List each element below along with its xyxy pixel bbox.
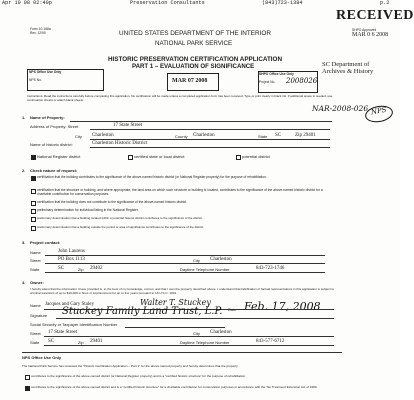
contact-city: Charleston [210,257,232,262]
certified-district-label: certified state or local district [134,154,185,159]
national-register-checkbox[interactable] [31,155,36,160]
received-stamp-org-1: SC Department of [322,61,370,68]
nps-use-divider [22,352,342,353]
contact-zip-label: Zip [78,267,84,272]
contact-name: John Laurens [58,249,85,254]
section-3-number: 3. [22,240,26,245]
form-subtitle: PART 1 – EVALUATION OF SIGNIFICANCE [132,63,255,70]
property-city-label: City [75,134,82,139]
owner-signature-partial: Walter T. Stuckey [140,298,211,307]
owner-date: Feb. 17, 2008 [244,300,321,313]
owner-street-label: Street [30,331,41,336]
section-1-heading: Name of Property: [30,115,65,120]
service-line: NATIONAL PARK SERVICE [155,40,233,47]
sho-project-label: Project No. [259,80,276,84]
section-3-heading: Project contact: [30,240,61,245]
request-option-1-checkbox[interactable] [31,176,36,181]
contact-street-label: Street [30,258,41,263]
owner-phone-label: Daytime Telephone Number [180,340,230,345]
department-line: UNITED STATES DEPARTMENT OF THE INTERIOR [119,30,271,37]
owner-state-line [44,345,334,346]
contact-zip: 29402 [90,266,103,271]
request-option-4-checkbox[interactable] [31,209,36,214]
instructions-text: Instructions: Read the instructions carefully before completing this application. No certification will be made unless a completed application form has been received. Type or print clearly in black ink. If additional space is needed, use continuation sheets or attach blank sheets. [27,94,333,102]
national-register-label: National Register district [37,154,81,159]
contact-state-line [45,272,325,273]
historic-district-line [90,147,330,148]
owner-phone: 843-577-6712 [256,339,285,344]
fax-datetime: Apr 10 08 02:40p [2,0,52,6]
owner-signature-line [56,318,334,319]
section-4-heading: Owner: [30,280,44,285]
property-city-line [90,139,330,140]
form-revision: Rev. 12/90 [30,31,46,35]
owner-name-label: Name [30,303,41,308]
form-title: HISTORIC PRESERVATION CERTIFICATION APPLICATION [108,56,282,63]
contact-street-line [45,263,325,264]
nps-determination-2: contributes to the significance of the above-named district and is a "certified historic structure" for a charitable contribution for conservation purposes in accordance with the Tax Treatment Extension Act of 1980. [31,385,318,389]
owner-city-label: City [193,331,200,336]
historic-district-label: Name of historic district: [30,142,73,147]
property-street: 17 State Street [113,123,143,128]
property-address-line [90,129,330,130]
request-option-5-checkbox[interactable] [31,217,36,222]
property-state: SC [275,133,282,138]
nps-project-label: NPS No. [29,78,42,82]
contact-phone: 843-723-1746 [256,266,285,271]
certified-district-checkbox[interactable] [128,155,133,160]
request-option-1: certification that the building contributes to the significance of the above-named historic district (or National Register property) for the purpose of rehabilitation. [37,175,267,179]
nps-determination-2-checkbox[interactable] [25,386,30,391]
received-stamp-org-2: Archives & History [322,68,374,75]
property-name-line [70,121,332,122]
nps-oval-text: NPS [370,105,388,117]
nps-use-label: NPS Office Use Only [22,355,62,360]
request-option-3-checkbox[interactable] [31,201,36,206]
request-option-6: preliminary determination that a building outside the period or area of significance contributes to the significance of the district. [37,225,205,229]
section-1-number: 1. [22,115,26,120]
owner-name: Jacques and Gary Staley [45,302,95,307]
owner-zip: 29401 [90,339,103,344]
owner-ssn-line [125,327,225,328]
owner-attestation: I hereby attest that the information I have provided is, to the best of my knowledge, correct, and that I own the property described above. I understand that falsification of factual representations in this application is subject to criminal sanctions of up to $10,000 in fines or imprisonment for up to five years pursuant to 18 U.S.C. 1001. [30,287,335,295]
handwritten-project-number: 2008026 [286,77,318,85]
potential-district-label: potential district [242,154,270,159]
contact-state-label: State [30,267,40,272]
property-state-label: State [258,134,268,139]
section-2-number: 2. [22,168,26,173]
owner-street-line [44,336,334,337]
center-stamp-date: MAR 07 2008 [172,78,208,84]
nps-use-text: The National Park Service has reviewed the "Historic Certification Application – Part 1" for the above-named property and hereby determines that the property: [22,364,239,368]
owner-date-label: Date [228,307,237,312]
received-stamp-agency: SHPO Approved [352,28,377,32]
sho-office-use-label: SHPO Office Use Only [259,72,294,76]
owner-ssn-label: Social Security or Taxpayer Identification Number [30,322,118,327]
nps-determination-1-checkbox[interactable] [25,375,30,380]
property-county: Charleston [193,133,215,138]
owner-signature: Stuckey Family Land Trust, L.P. [62,306,223,317]
owner-signature-label: Signature [30,313,48,318]
fax-page: p.2 [380,0,390,6]
nps-office-use-label: NPS Office Use Only [29,70,62,74]
request-option-6-checkbox[interactable] [31,226,36,231]
request-option-4: preliminary determination for individual listing in the National Register. [37,208,139,212]
property-city: Charleston [92,133,114,138]
potential-district-checkbox[interactable] [236,155,241,160]
request-option-2-checkbox[interactable] [31,189,36,194]
contact-city-label: City [193,258,200,263]
request-option-2: certification that the structure or building, and where appropriate, the land area on which such structure or building is located, contributes to the significance of the above-named historic district for a charitable contribution for conservation purposes. [37,188,323,197]
section-4-number: 4. [22,280,26,285]
owner-state: SC [48,339,55,344]
contact-state: SC [58,266,65,271]
nps-determination-1: contributes to the significance of the above-named district (or National Register property) and is a "certified historic structure" for the purpose of rehabilitation. [31,374,246,378]
received-stamp-word: RECEIVED [336,8,414,23]
contact-street: PO Box 1113 [58,257,85,262]
historic-district-value: Charleston Historic District [92,141,148,146]
request-option-3: certification that the building does not contribute to the significance of the above-named historic district. [37,200,188,204]
fax-company: Preservation Consultants [130,0,205,6]
property-address-label: Address of Property: Street [30,124,79,129]
owner-street: 17 State Street [48,330,78,335]
handwritten-project-code: NAR-2008-026 [312,104,369,113]
property-county-label: County [175,134,188,139]
contact-name-label: Name [30,250,41,255]
contact-name-line [45,255,325,256]
form-number: Form 10-168a [30,27,51,31]
owner-zip-label: Zip [78,340,84,345]
property-zip: Zip 29401 [295,133,316,138]
section-2-heading: Check nature of request: [30,168,78,173]
owner-city: Charleston [210,330,232,335]
fax-phone: (843)723-1384 [262,0,303,6]
contact-phone-label: Daytime Telephone Number [180,267,230,272]
owner-state-label: State [30,340,40,345]
received-stamp-date: MAR 0 6 2008 [352,32,389,38]
request-option-5: preliminary determination that a building located within a potential historic district contributes to the significance of the district. [37,216,203,220]
